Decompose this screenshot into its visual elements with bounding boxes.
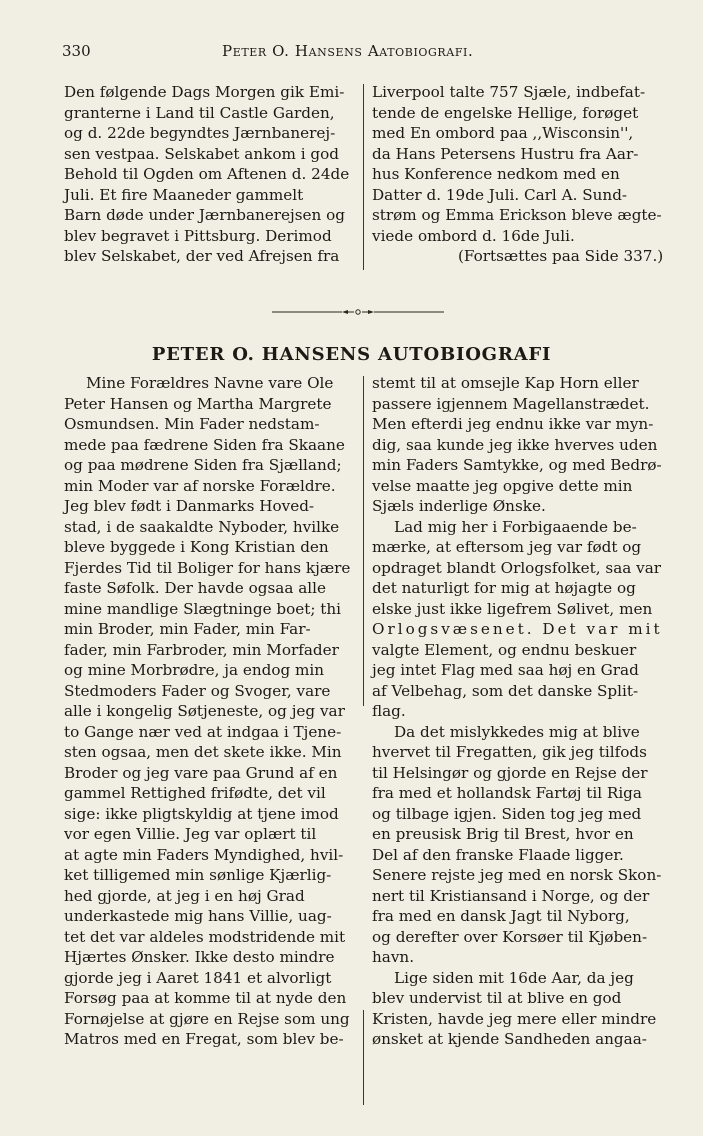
text-line: da Hans Petersens Hustru fra Aar- (372, 144, 639, 163)
text-line: underkastede mig hans Villie, uag- (64, 907, 332, 925)
text-line: og paa mødrene Siden fra Sjælland; (64, 456, 342, 474)
section-ornament (272, 307, 444, 317)
text-line: Da det mislykkedes mig at blive (394, 722, 640, 741)
column-divider-main-upper (363, 376, 364, 706)
text-line: og mine Morbrødre, ja endog min (64, 661, 325, 679)
page-header (62, 42, 652, 64)
text-line: blev undervist til at blive en god (372, 989, 622, 1007)
intro-left-column (64, 82, 360, 267)
text-line: sten ogsaa, men det skete ikke. Min (64, 743, 342, 761)
text-line: stemt til at omsejle Kap Horn eller (372, 374, 639, 392)
text-line: valgte Element, og endnu beskuer (372, 640, 637, 659)
text-line: mine mandlige Slægtninge boet; thi (64, 599, 342, 618)
text-line: faste Søfolk. Der havde ogsaa alle (64, 579, 326, 597)
text-line: viede ombord d. 16de Juli. (372, 226, 575, 245)
text-line: alle i kongelig Søtjeneste, og jeg var (64, 702, 345, 720)
text-line: en preusisk Brig til Brest, hvor en (372, 825, 634, 843)
text-line: stad, i de saakaldte Nyboder, hvilke (64, 517, 340, 536)
section-title: PETER O. HANSENS AUTOBIOGRAFI (151, 344, 552, 365)
text-line: Den følgende Dags Morgen gik Emi- (64, 83, 345, 101)
text-line: Sjæls inderlige Ønske. (372, 497, 546, 515)
text-line: strøm og Emma Erickson bleve ægte- (372, 206, 662, 224)
text-line: fra med et hollandsk Fartøj til Riga (372, 784, 642, 802)
text-line: Behold til Ogden om Aftenen d. 24de (64, 165, 350, 183)
text-line: og d. 22de begyndtes Jærnbanerej- (64, 124, 336, 142)
text-line: min Broder, min Fader, min Far- (64, 620, 311, 638)
text-line: havn. (372, 948, 415, 966)
text-line: Orlogsvæsenet. Det var mit (372, 620, 663, 638)
text-line: ket tilligemed min sønlige Kjærlig- (64, 866, 332, 884)
text-line: fader, min Farbroder, min Morfader (64, 640, 339, 659)
text-line: Datter d. 19de Juli. Carl A. Sund- (372, 185, 628, 204)
text-line: nert til Kristiansand i Norge, og der (372, 886, 650, 905)
text-line: Men efterdi jeg endnu ikke var myn- (372, 415, 654, 433)
text-line: Kristen, havde jeg mere eller mindre (372, 1009, 657, 1028)
text-line: Mine Forældres Navne vare Ole (86, 374, 334, 392)
text-line: to Gange nær ved at indgaa i Tjene- (64, 722, 342, 741)
text-line: Fjerdes Tid til Boliger for hans kjære (64, 558, 351, 577)
text-line: dig, saa kunde jeg ikke hverves uden (372, 435, 658, 454)
text-line: af Velbehag, som det danske Split- (372, 681, 639, 700)
text-line: gjorde jeg i Aaret 1841 et alvorligt (64, 968, 332, 987)
text-line: og derefter over Korsøer til Kjøben- (372, 927, 648, 946)
text-line: Osmundsen. Min Fader nedstam- (64, 415, 320, 433)
text-line: med En ombord paa ,,Wisconsin'', (372, 124, 634, 142)
running-title: Peter O. Hansens Aatobiografi. (222, 42, 474, 60)
text-line: til Helsingør og gjorde en Rejse der (372, 763, 648, 782)
text-line: Stedmoders Fader og Svoger, vare (64, 681, 331, 700)
text-line: opdraget blandt Orlogsfolket, saa var (372, 558, 662, 577)
text-line: det naturligt for mig at højagte og (372, 579, 636, 597)
text-line: Matros med en Fregat, som blev be- (64, 1030, 344, 1048)
text-line: vor egen Villie. Jeg var oplært til (64, 825, 317, 843)
text-line: Peter Hansen og Martha Margrete (64, 394, 332, 413)
text-line: Jeg blev født i Danmarks Hoved- (64, 497, 315, 515)
text-line: granterne i Land til Castle Garden, (64, 103, 335, 122)
text-line: min Faders Samtykke, og med Bedrø- (372, 456, 662, 474)
text-line: hed gjorde, at jeg i en høj Grad (64, 886, 305, 905)
column-divider-main-lower (363, 1010, 364, 1105)
text-line: fra med en dansk Jagt til Nyborg, (372, 907, 630, 925)
text-line: hvervet til Fregatten, gik jeg tilfods (372, 743, 647, 761)
text-line: mærke, at eftersom jeg var født og (372, 538, 642, 556)
text-line: min Moder var af norske Forældre. (64, 476, 336, 495)
text-line: Liverpool talte 757 Sjæle, indbefat- (372, 83, 646, 101)
text-line: Senere rejste jeg med en norsk Skon- (372, 866, 662, 884)
text-line: at agte min Faders Myndighed, hvil- (64, 845, 344, 864)
text-line: blev Selskabet, der ved Afrejsen fra (64, 247, 340, 265)
text-line: bleve byggede i Kong Kristian den (64, 538, 329, 556)
text-line: Del af den franske Flaade ligger. (372, 845, 624, 864)
text-line: Fornøjelse at gjøre en Rejse som ung (64, 1009, 350, 1028)
text-line: Juli. Et fire Maaneder gammelt (64, 185, 304, 204)
text-line: tet det var aldeles modstridende mit (64, 927, 346, 946)
text-line: hus Konference nedkom med en (372, 165, 620, 183)
main-left-column (64, 373, 360, 1050)
text-line: sige: ikke pligtskyldig at tjene imod (64, 804, 339, 823)
text-line: gammel Rettighed frifødte, det vil (64, 784, 326, 802)
text-line: blev begravet i Pittsburg. Derimod (64, 226, 332, 245)
text-line: sen vestpaa. Selskabet ankom i god (64, 144, 339, 163)
column-divider-top (363, 84, 364, 270)
intro-right-column (372, 82, 662, 267)
text-line: Broder og jeg vare paa Grund af en (64, 763, 338, 782)
text-line: Lige siden mit 16de Aar, da jeg (394, 968, 634, 987)
text-line: Hjærtes Ønsker. Ikke desto mindre (64, 948, 335, 966)
main-right-column (372, 373, 662, 1050)
text-line: flag. (372, 702, 406, 720)
text-line: jeg intet Flag med saa høj en Grad (372, 661, 639, 679)
text-line: velse maatte jeg opgive dette min (372, 476, 633, 495)
text-line: mede paa fædrene Siden fra Skaane (64, 435, 345, 454)
page-number: 330 (62, 42, 91, 60)
continuation-note: (Fortsættes paa Side 337.) (458, 247, 664, 265)
text-line: Barn døde under Jærnbanerejsen og (64, 206, 346, 224)
text-line: elske just ikke ligefrem Sølivet, men (372, 599, 653, 618)
text-line: tende de engelske Hellige, forøget (372, 103, 639, 122)
text-line: ønsket at kjende Sandheden angaa- (372, 1030, 647, 1048)
text-line: Forsøg paa at komme til at nyde den (64, 989, 347, 1007)
text-line: Lad mig her i Forbigaaende be- (394, 517, 637, 536)
text-line: og tilbage igjen. Siden tog jeg med (372, 804, 642, 823)
text-line: passere igjennem Magellanstrædet. (372, 394, 650, 413)
